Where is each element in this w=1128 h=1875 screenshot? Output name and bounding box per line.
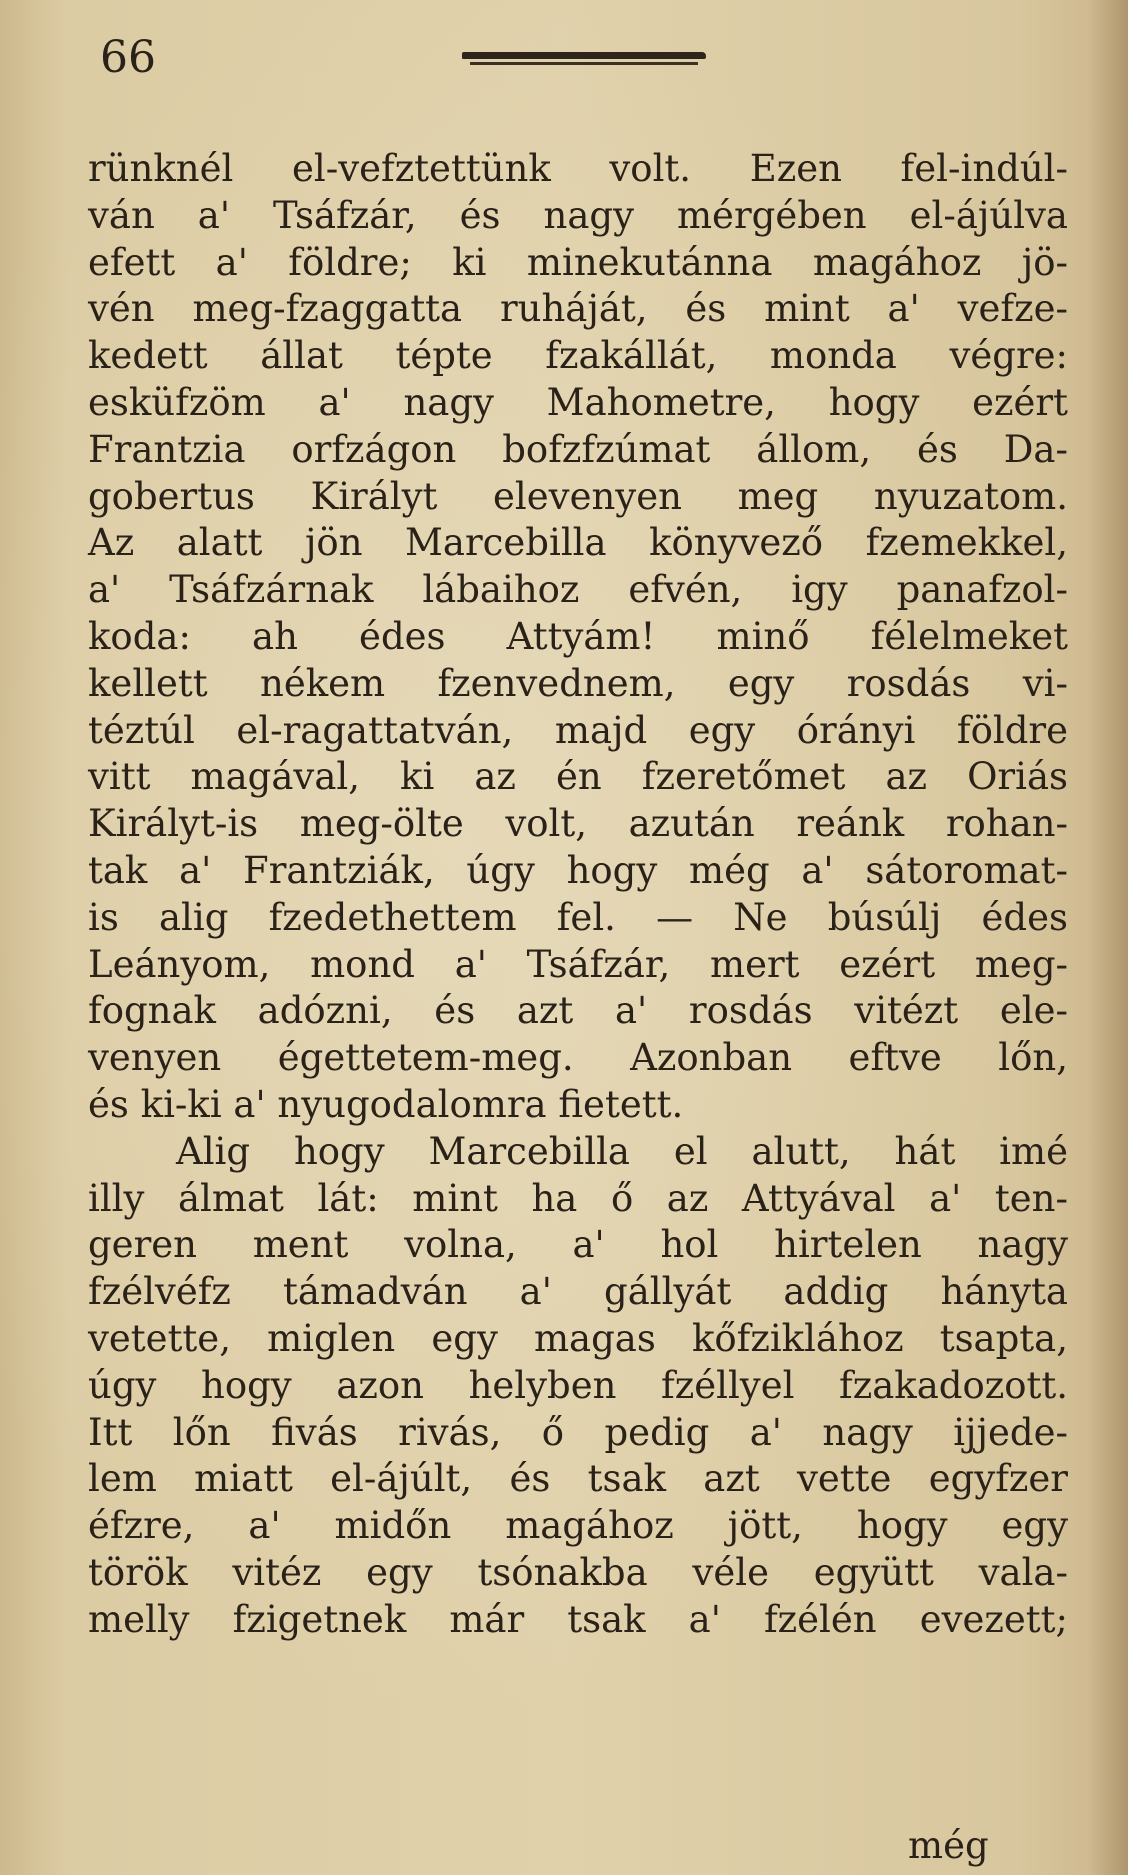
text-line: illy álmat lát: mint ha ő az Attyával a' ten- — [88, 1176, 1068, 1220]
text-line: venyen égettetem-meg. Azonban eftve lőn, — [88, 1036, 1068, 1080]
text-line: Az alatt jön Marcebilla könyvező fzemekkel, — [88, 521, 1068, 565]
text-line: vetette, miglen egy magas kőfziklához tsapta, — [88, 1316, 1068, 1360]
text-line: lem miatt el-ájúlt, és tsak azt vette egyfzer — [88, 1457, 1068, 1501]
text-line: éfzre, a' midőn magához jött, hogy egy — [88, 1504, 1068, 1548]
text-line: Alig hogy Marcebilla el alutt, hát imé — [176, 1129, 1068, 1173]
text-line: esküfzöm a' nagy Mahometre, hogy ezért — [88, 380, 1068, 424]
text-line: vitt magával, ki az én fzeretőmet az Oriás — [88, 755, 1068, 799]
text-line: Frantzia orfzágon bofzfzúmat állom, és Da- — [88, 427, 1068, 471]
text-line: vén meg-fzaggatta ruháját, és mint a' vefze- — [88, 287, 1068, 331]
body-text — [88, 146, 1068, 1644]
text-line: ván a' Tsáfzár, és nagy mérgében el-ájúlva — [88, 193, 1068, 237]
text-line: Leányom, mond a' Tsáfzár, mert ezért meg- — [88, 942, 1068, 986]
text-line: koda: ah édes Attyám! minő félelmeket — [88, 614, 1068, 658]
text-line: Királyt-is meg-ölte volt, azután reánk rohan- — [88, 802, 1068, 846]
header-rule — [462, 52, 706, 66]
text-line: török vitéz egy tsónakba véle együtt vala- — [88, 1550, 1068, 1594]
catchword: még — [908, 1824, 989, 1867]
header-rule-heavy — [462, 52, 706, 59]
text-line: Itt lőn fivás rivás, ő pedig a' nagy ijjede- — [88, 1410, 1068, 1454]
text-line: úgy hogy azon helyben fzéllyel fzakadozott. — [88, 1363, 1068, 1407]
text-line: efett a' földre; ki minekutánna magához jö- — [88, 240, 1068, 284]
text-line: tak a' Frantziák, úgy hogy még a' sátoromat- — [88, 848, 1068, 892]
text-line: téztúl el-ragattatván, majd egy órányi földre — [88, 708, 1068, 752]
text-line: a' Tsáfzárnak lábaihoz efvén, igy panafzol- — [88, 568, 1068, 612]
text-line: rünknél el-vefztettünk volt. Ezen fel-indúl- — [88, 147, 1068, 190]
page-number: 66 — [100, 32, 156, 83]
text-line: geren ment volna, a' hol hirtelen nagy — [88, 1223, 1068, 1267]
text-line: melly fzigetnek már tsak a' fzélén evezett; — [88, 1597, 1068, 1641]
text-line: fzélvéfz támadván a' gállyát addig hányta — [88, 1270, 1068, 1314]
text-line: fognak adózni, és azt a' rosdás vitézt ele- — [88, 989, 1068, 1033]
text-line: és ki-ki a' nyugodalomra fietett. — [88, 1082, 684, 1126]
text-line: is alig fzedethettem fel. — Ne búsúlj édes — [88, 895, 1068, 939]
page-edge-shadow — [1088, 0, 1128, 1875]
text-line: kellett nékem fzenvednem, egy rosdás vi- — [88, 661, 1068, 705]
text-line: gobertus Királyt elevenyen meg nyuzatom. — [88, 474, 1068, 518]
header-rule-light — [470, 62, 698, 65]
text-line: kedett állat tépte fzakállát, monda végre: — [88, 334, 1068, 378]
